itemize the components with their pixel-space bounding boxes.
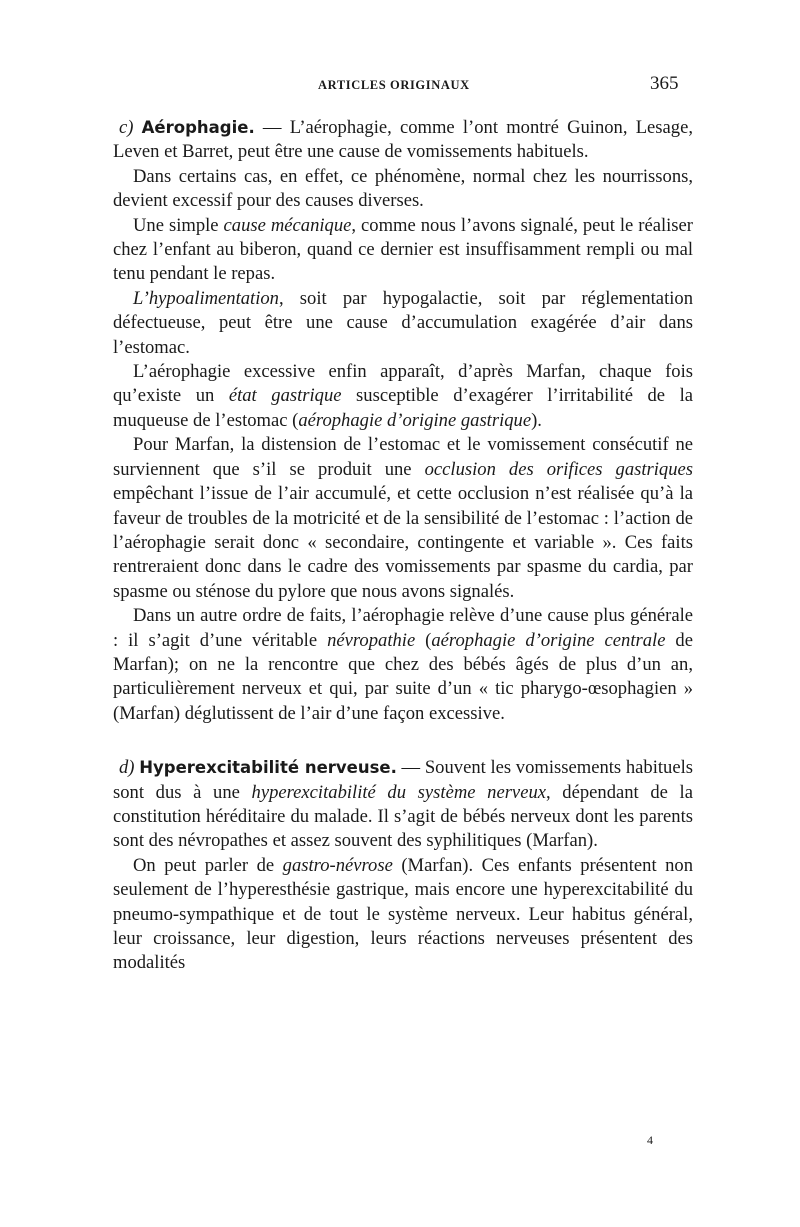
text-run: , comme nous l’avons signalé, peut le réaliser chez l’enfant au biberon, quand ce dernier est insuffisamment rempli ou mal tenu pendant le repas. xyxy=(113,214,693,285)
text-run: — Souvent les vomissements habituels sont dus à une xyxy=(113,757,693,803)
section-divider-space xyxy=(113,726,693,756)
text-run: susceptible d’exagérer l’irritabilité de la muqueuse de l’estomac ( xyxy=(113,385,694,431)
running-title: ARTICLES ORIGINAUX xyxy=(318,78,470,92)
italic-run: occlusion des orifices gastriques xyxy=(424,458,694,480)
italic-run: névropathie xyxy=(327,629,416,651)
italic-run: L’hypoalimentation xyxy=(133,287,279,309)
text-run: , dépendant de la constitution héréditaire du malade. Il s’agit de bébés nerveux dont les parents sont des névropathes et assez souvent des syphilitiques (Marfan). xyxy=(113,781,693,852)
text-run: L’aérophagie excessive enfin apparaît, d’après Marfan, chaque fois qu’existe un xyxy=(113,361,693,407)
italic-run: aérophagie d’origine centrale xyxy=(431,629,666,651)
italic-run: état gastrique xyxy=(228,385,342,407)
text-run: Pour Marfan, la distension de l’estomac et le vomissement consécutif ne surviennent que s’il se produit une xyxy=(113,434,693,480)
section-c-paragraph-7 xyxy=(113,604,693,726)
italic-run: aérophagie d’origine gastrique xyxy=(298,409,532,431)
text-run: ). xyxy=(531,409,542,431)
section-c-paragraph-2: Dans certains cas, en effet, ce phénomène, normal chez les nourrissons, devient excessif pour des causes diverses. xyxy=(113,165,693,212)
section-c-p1-text: — L’aérophagie, comme l’ont montré Guinon, Lesage, Leven et Barret, peut être une cause de vomissements habituels. xyxy=(113,117,693,163)
signature-mark: 4 xyxy=(647,1133,653,1147)
section-c-paragraph-3 xyxy=(113,214,693,287)
page-number: 365 xyxy=(650,73,679,94)
section-d-label: d) xyxy=(119,757,135,779)
italic-run: hyperexcitabilité du système nerveux xyxy=(251,781,546,803)
section-c-paragraph-4 xyxy=(113,287,693,360)
italic-run: gastro-névrose xyxy=(282,854,393,876)
section-c-label: c) xyxy=(119,117,134,138)
section-c-paragraph-6 xyxy=(113,433,693,604)
section-c-paragraph-1 xyxy=(113,116,693,165)
text-run: ( xyxy=(415,629,432,651)
text-run: de Marfan); on ne la rencontre que chez des bébés âgés de plus d’un an, particulièrement nerveux et qui, par suite d’un « tic pharygo-œsophagien » (Marfan) déglutissent de l’air d’une façon excessive. xyxy=(113,629,693,724)
text-run: On peut parler de xyxy=(133,854,283,876)
section-c-title: Aérophagie. xyxy=(141,118,255,137)
text-run: , soit par hypogalactie, soit par réglementation défectueuse, peut être une cause d’accumulation exagérée d’air dans l’estomac. xyxy=(113,287,693,358)
section-d-paragraph-2 xyxy=(113,854,693,976)
article-body xyxy=(113,116,693,976)
text-run: (Marfan). Ces enfants présentent non seulement de l’hyperesthésie gastrique, mais encore une hyperexcitabilité du pneumo-sympathique et de tout le système nerveux. Leur habitus général, leur croissance, leur digestion, leurs réactions nerveuses présentent des modalités xyxy=(113,854,693,974)
text-run: Dans un autre ordre de faits, l’aérophagie relève d’une cause plus générale : il s’agit d’une véritable xyxy=(113,605,693,651)
section-d-title: Hyperexcitabilité nerveuse. xyxy=(139,758,397,778)
section-d-paragraph-1 xyxy=(113,756,693,854)
text-run: Une simple xyxy=(133,214,224,236)
text-run: empêchant l’issue de l’air accumulé, et cette occlusion n’est réalisée qu’à la faveur de troubles de la motricité et de la sensibilité de l’estomac : l’action de l’aérophagie serait donc « secondaire, contingente et variable ». Ces faits rentreraient donc dans le cadre des vomissements par spasme du cardia, par spasme ou sténose du pylore que nous avons signalés. xyxy=(113,483,693,602)
section-c-paragraph-5 xyxy=(113,360,693,433)
italic-run: cause mécanique xyxy=(223,214,352,236)
